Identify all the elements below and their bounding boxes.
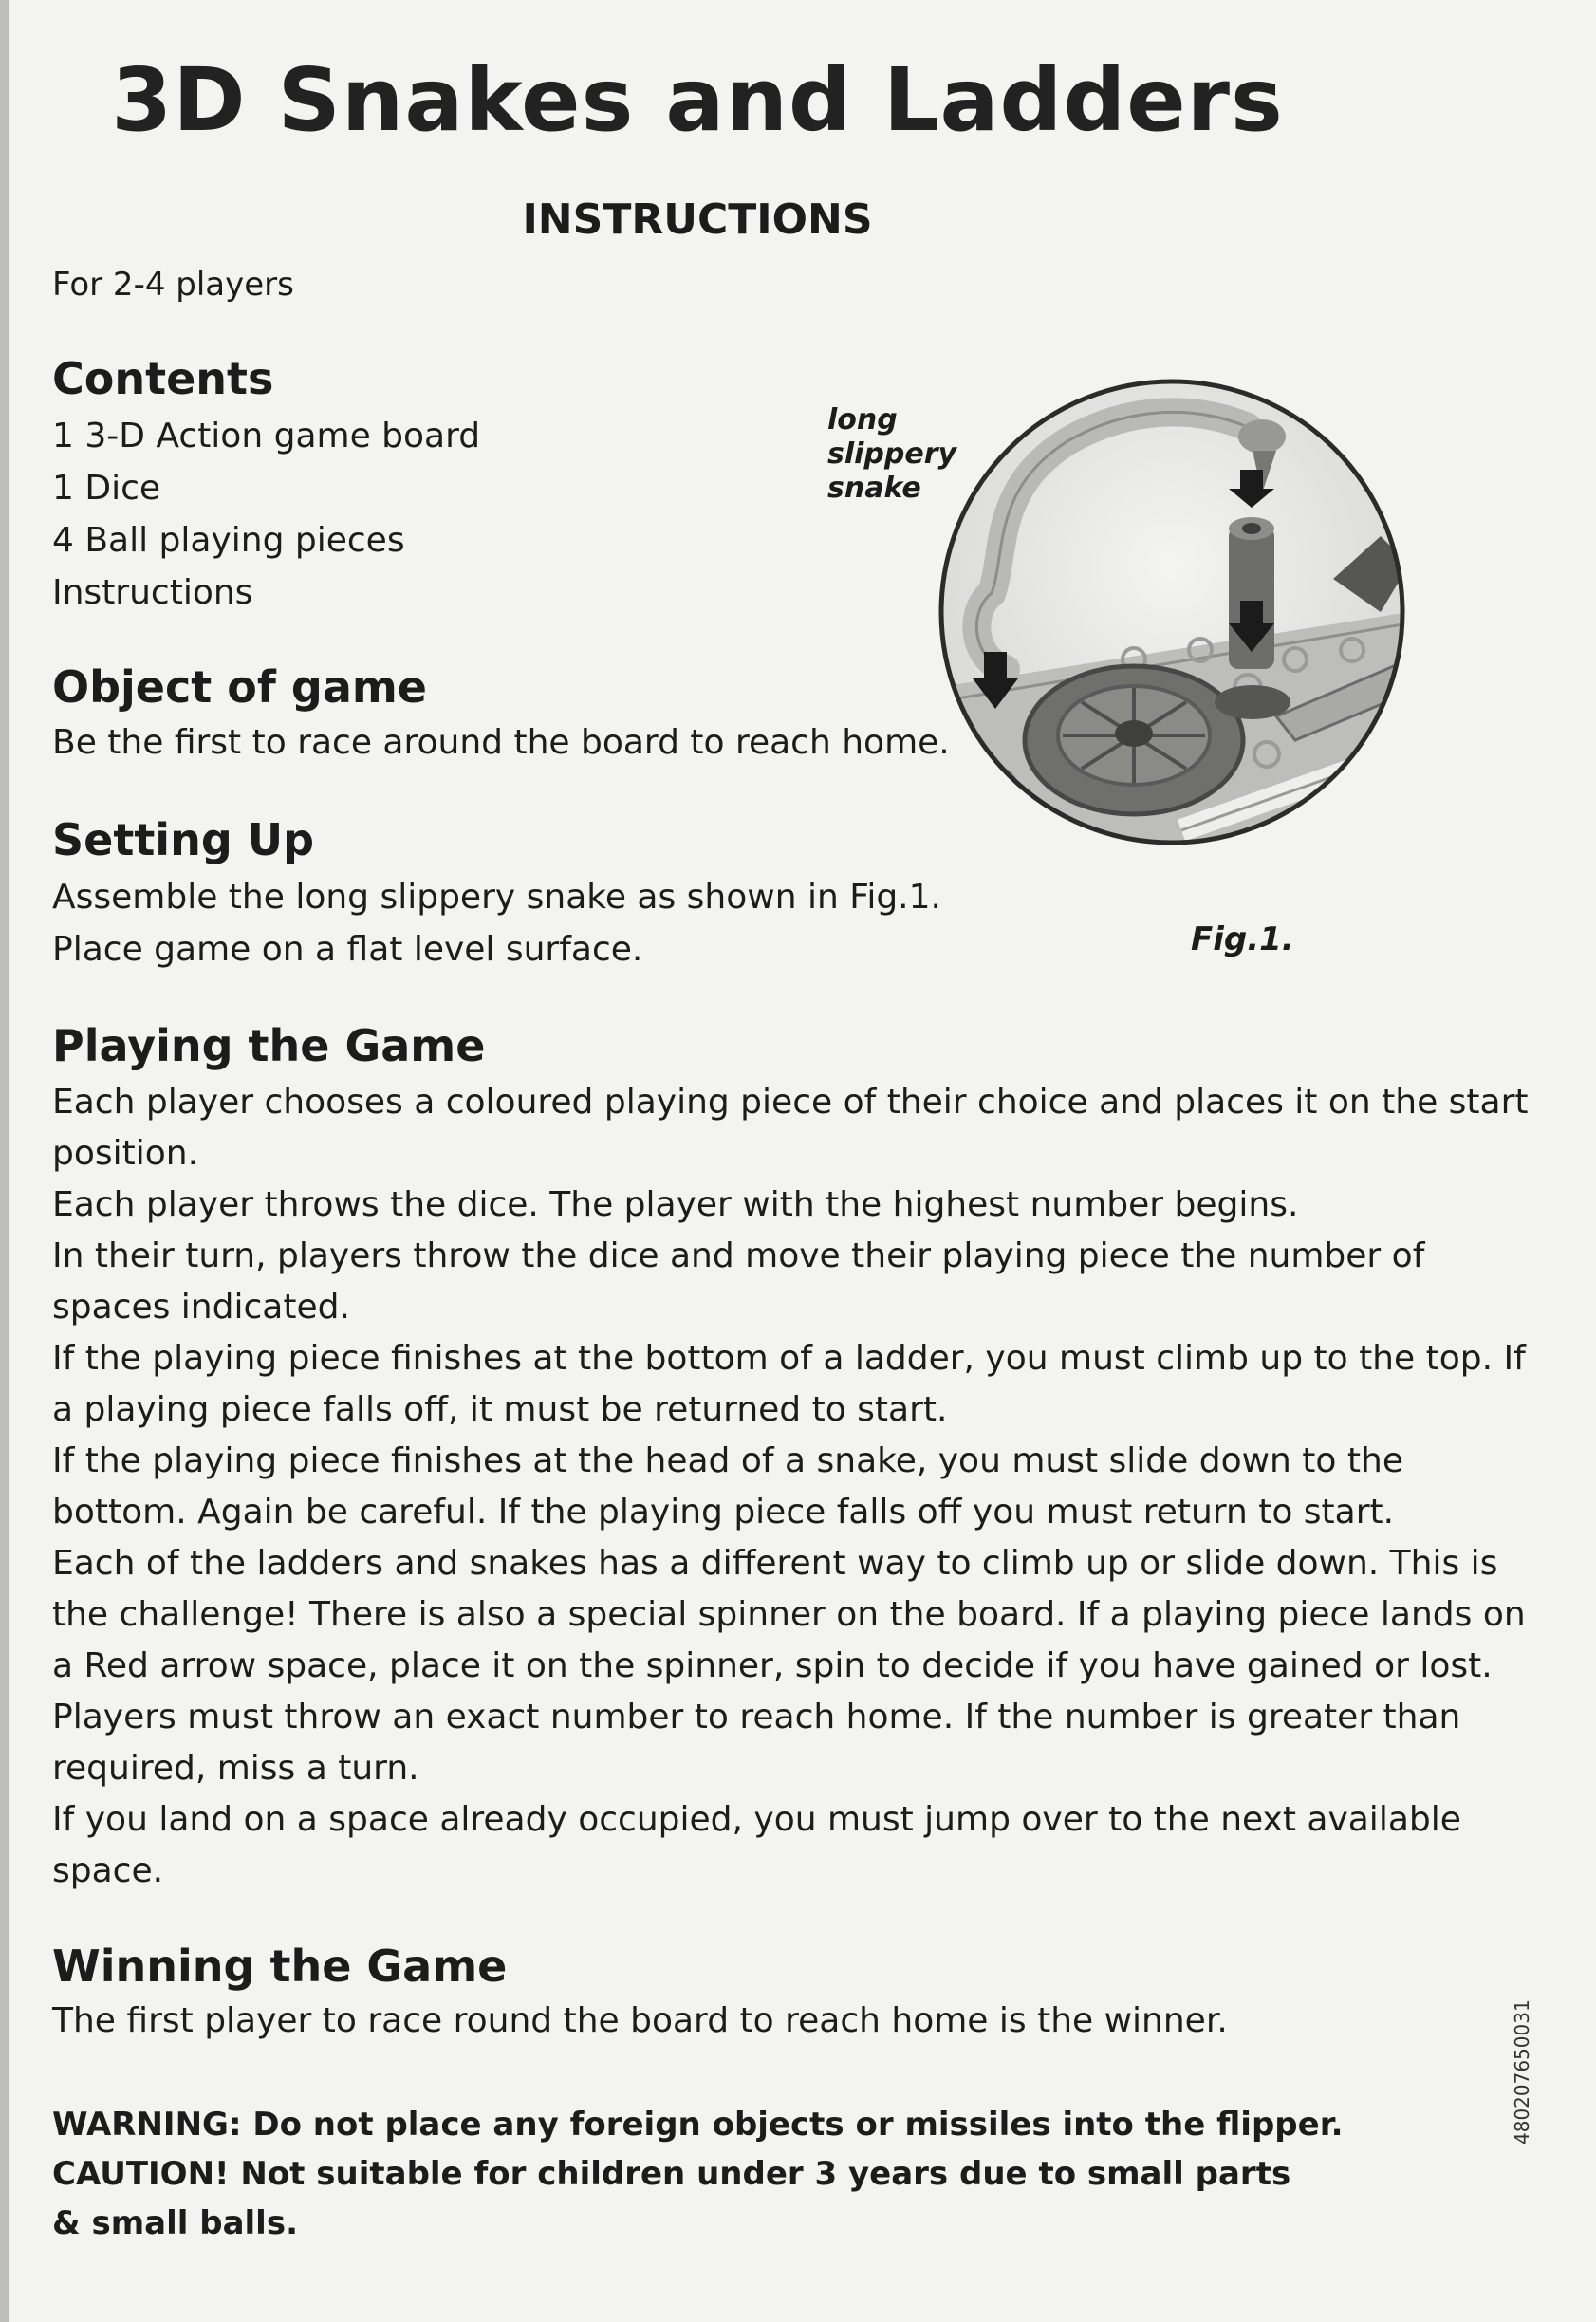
setup-heading: Setting Up: [52, 814, 315, 865]
instructions-subtitle: INSTRUCTIONS: [522, 195, 873, 244]
contents-heading: Contents: [52, 353, 274, 404]
contents-item: 4 Ball playing pieces: [52, 521, 405, 560]
winning-text: [52, 1995, 1228, 2047]
contents-item: 1 3-D Action game board: [52, 417, 481, 455]
figure-1-illustration: [935, 375, 1409, 849]
playing-rules: [52, 1077, 1532, 1897]
object-heading: Object of game: [52, 661, 427, 713]
callout-line: long: [827, 403, 898, 437]
winning-line: The first player to race round the board to reach home is the winner.: [52, 2001, 1228, 2040]
rule-paragraph: Players must throw an exact number to reach home. If the number is greater than required, miss a turn.: [52, 1698, 1461, 1788]
rule-paragraph: Each of the ladders and snakes has a different way to climb up or slide down. This is the challenge! There is also a special spinner on the board. If a playing piece lands on a Red arrow space, place it on the spinner, spin to decide if you have gained or lost.: [52, 1544, 1526, 1685]
page-title: 3D Snakes and Ladders: [111, 49, 1284, 151]
contents-item: Instructions: [52, 573, 253, 612]
product-code: 480207650031: [1511, 1999, 1533, 2145]
winning-heading: Winning the Game: [52, 1941, 508, 1992]
rule-paragraph: If you land on a space already occupied, you must jump over to the next available space.: [52, 1800, 1461, 1890]
setup-line: Assemble the long slippery snake as shown in Fig.1.: [52, 878, 941, 917]
rule-paragraph: Each player throws the dice. The player with the highest number begins.: [52, 1185, 1299, 1224]
playing-heading: Playing the Game: [52, 1020, 486, 1071]
callout-line: slippery: [827, 437, 957, 471]
warning-line: WARNING: Do not place any foreign objects or missiles into the flipper.: [52, 2106, 1344, 2144]
sheet-edge: [0, 0, 9, 2322]
player-count: For 2-4 players: [52, 266, 294, 304]
contents-item: 1 Dice: [52, 469, 161, 508]
setup-line: Place game on a flat level surface.: [52, 930, 643, 969]
callout-line: snake: [827, 472, 921, 505]
object-text: [52, 716, 950, 769]
warning-line: & small balls.: [52, 2204, 298, 2242]
warning-line: CAUTION! Not suitable for children under 3 years due to small parts: [52, 2155, 1291, 2193]
rule-paragraph: If the playing piece finishes at the bottom of a ladder, you must climb up to the top. If a playing piece falls off, it must be returned to start.: [52, 1339, 1526, 1429]
rule-paragraph: In their turn, players throw the dice and move their playing piece the number of spaces indicated.: [52, 1236, 1425, 1327]
contents-list: [52, 410, 480, 619]
object-line: Be the first to race around the board to reach home.: [52, 723, 950, 762]
safety-warnings: [52, 2100, 1344, 2248]
figure-caption: Fig.1.: [1191, 920, 1294, 958]
rule-paragraph: If the playing piece finishes at the head of a snake, you must slide down to the bottom. Again be careful. If the playing piece falls off you must return to start.: [52, 1441, 1403, 1532]
setup-text: [52, 871, 941, 975]
rule-paragraph: Each player chooses a coloured playing piece of their choice and places it on the start position.: [52, 1083, 1529, 1173]
